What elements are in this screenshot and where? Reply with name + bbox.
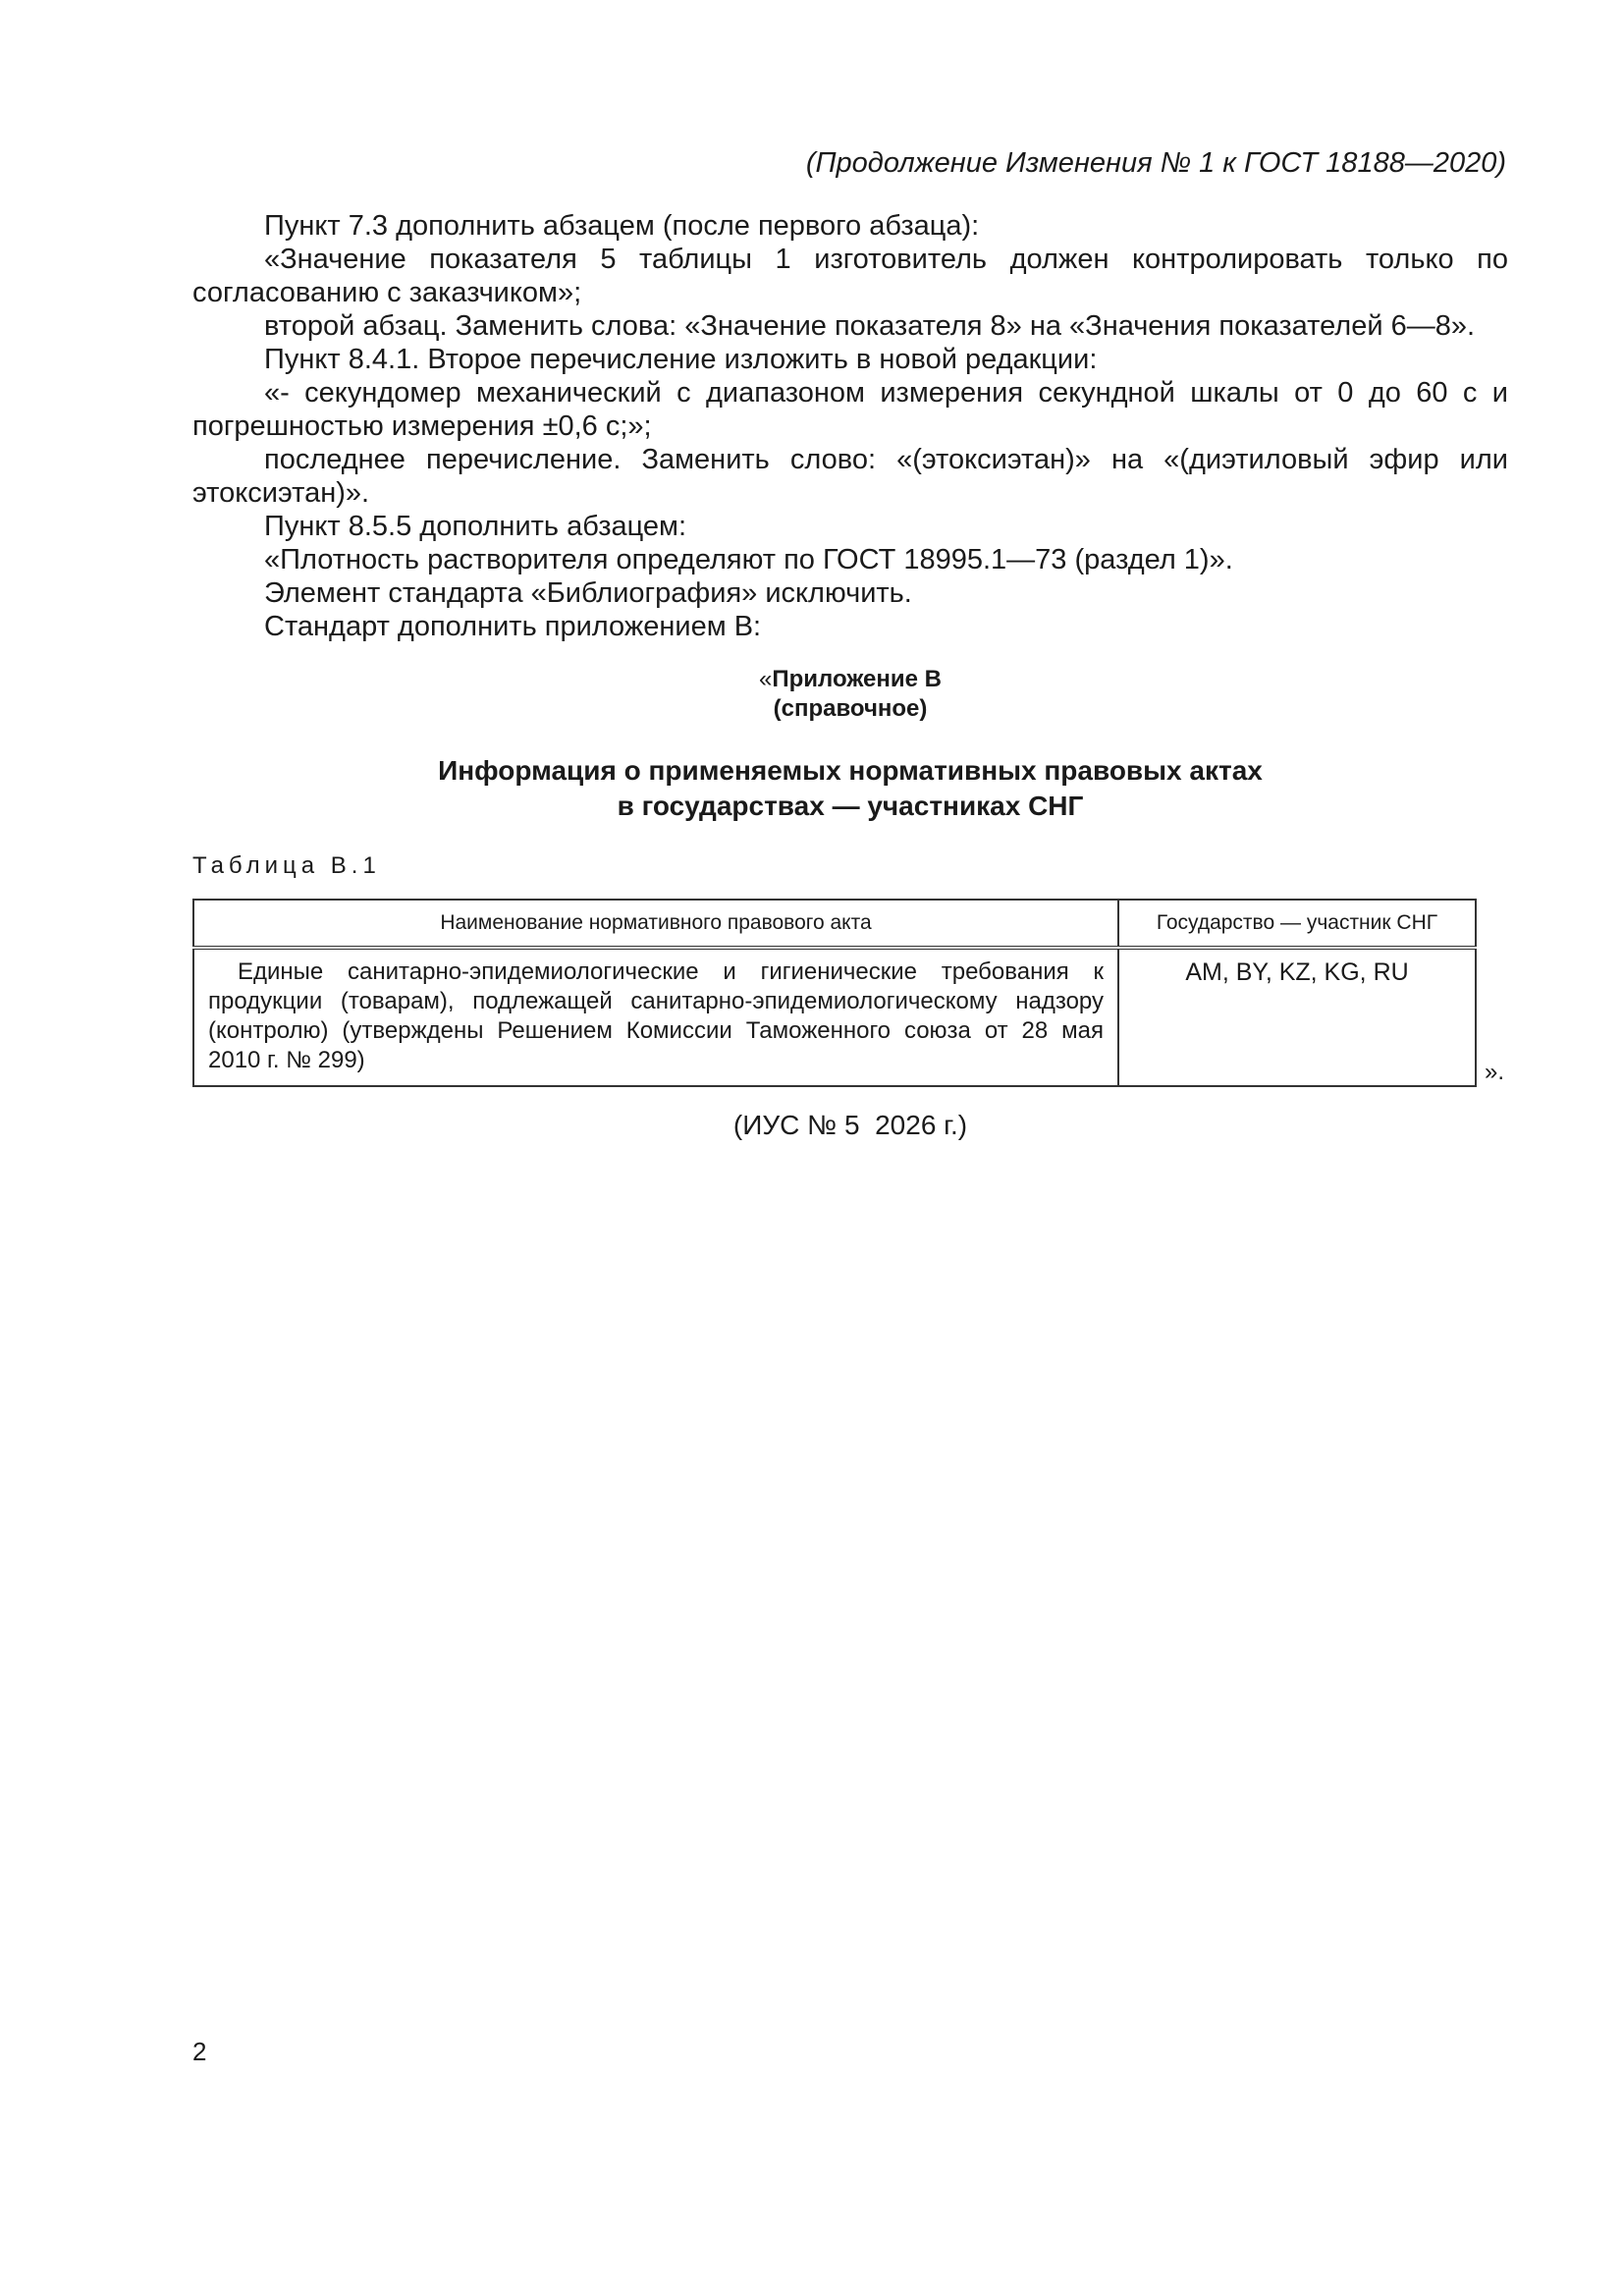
paragraph: второй абзац. Заменить слова: «Значение показателя 8» на «Значения показателей 6—8». <box>264 310 1476 342</box>
table-closing-quote: ». <box>1485 1059 1505 1085</box>
paragraph: Стандарт дополнить приложением В: <box>264 611 762 642</box>
appendix-subtitle: (справочное) <box>773 695 928 722</box>
paragraph: «- секундомер механический с диапазоном измерения секундной шкалы от 0 до 60 с и погрешностью измерения ±0,6 с;»; <box>192 377 1508 442</box>
paragraph: Элемент стандарта «Библиография» исключить. <box>264 577 912 609</box>
paragraph: Пункт 7.3 дополнить абзацем (после первого абзаца): <box>264 210 980 242</box>
section-title <box>192 753 1508 824</box>
act-cell: Единые санитарно-эпидемиологические и гигиенические требования к продукции (товарам), подлежащей санитарно-эпидемиологическому надзору (контролю) (утверждены Решением Комиссии Таможенного союза от 28 мая 2010 г. № 299) <box>193 948 1118 1086</box>
paragraph: «Плотность растворителя определяют по ГОСТ 18995.1—73 (раздел 1)». <box>264 544 1233 575</box>
appendix-open-quote: « <box>759 666 773 692</box>
table-label: Таблица В.1 <box>192 852 381 879</box>
section-title-line: Информация о применяемых нормативных правовых актах <box>438 755 1263 786</box>
amendment-text <box>192 209 1508 643</box>
legal-acts-table <box>192 899 1477 1087</box>
paragraph: «Значение показателя 5 таблицы 1 изготовитель должен контролировать только по согласованию с заказчиком»; <box>192 244 1508 308</box>
column-header-act: Наименование нормативного правового акта <box>193 900 1118 948</box>
ius-reference: (ИУС № 5 2026 г.) <box>732 1110 968 1140</box>
appendix-heading <box>192 665 1508 724</box>
paragraph: Пункт 8.5.5 дополнить абзацем: <box>264 511 687 542</box>
table-row <box>193 948 1476 1086</box>
continuation-header: (Продолжение Изменения № 1 к ГОСТ 18188—2020) <box>805 147 1506 179</box>
paragraph: последнее перечисление. Заменить слово: «(этоксиэтан)» на «(диэтиловый эфир или этоксиэтан)». <box>192 444 1508 509</box>
column-header-state: Государство — участник СНГ <box>1118 900 1476 948</box>
section-title-line: в государствах — участниках СНГ <box>617 791 1084 821</box>
paragraph: Пункт 8.4.1. Второе перечисление изложить в новой редакции: <box>264 344 1098 375</box>
page-number: 2 <box>192 2037 207 2066</box>
appendix-title: Приложение В <box>772 666 942 692</box>
table-header-row <box>193 900 1476 948</box>
state-cell: AM, BY, KZ, KG, RU <box>1118 948 1476 1086</box>
